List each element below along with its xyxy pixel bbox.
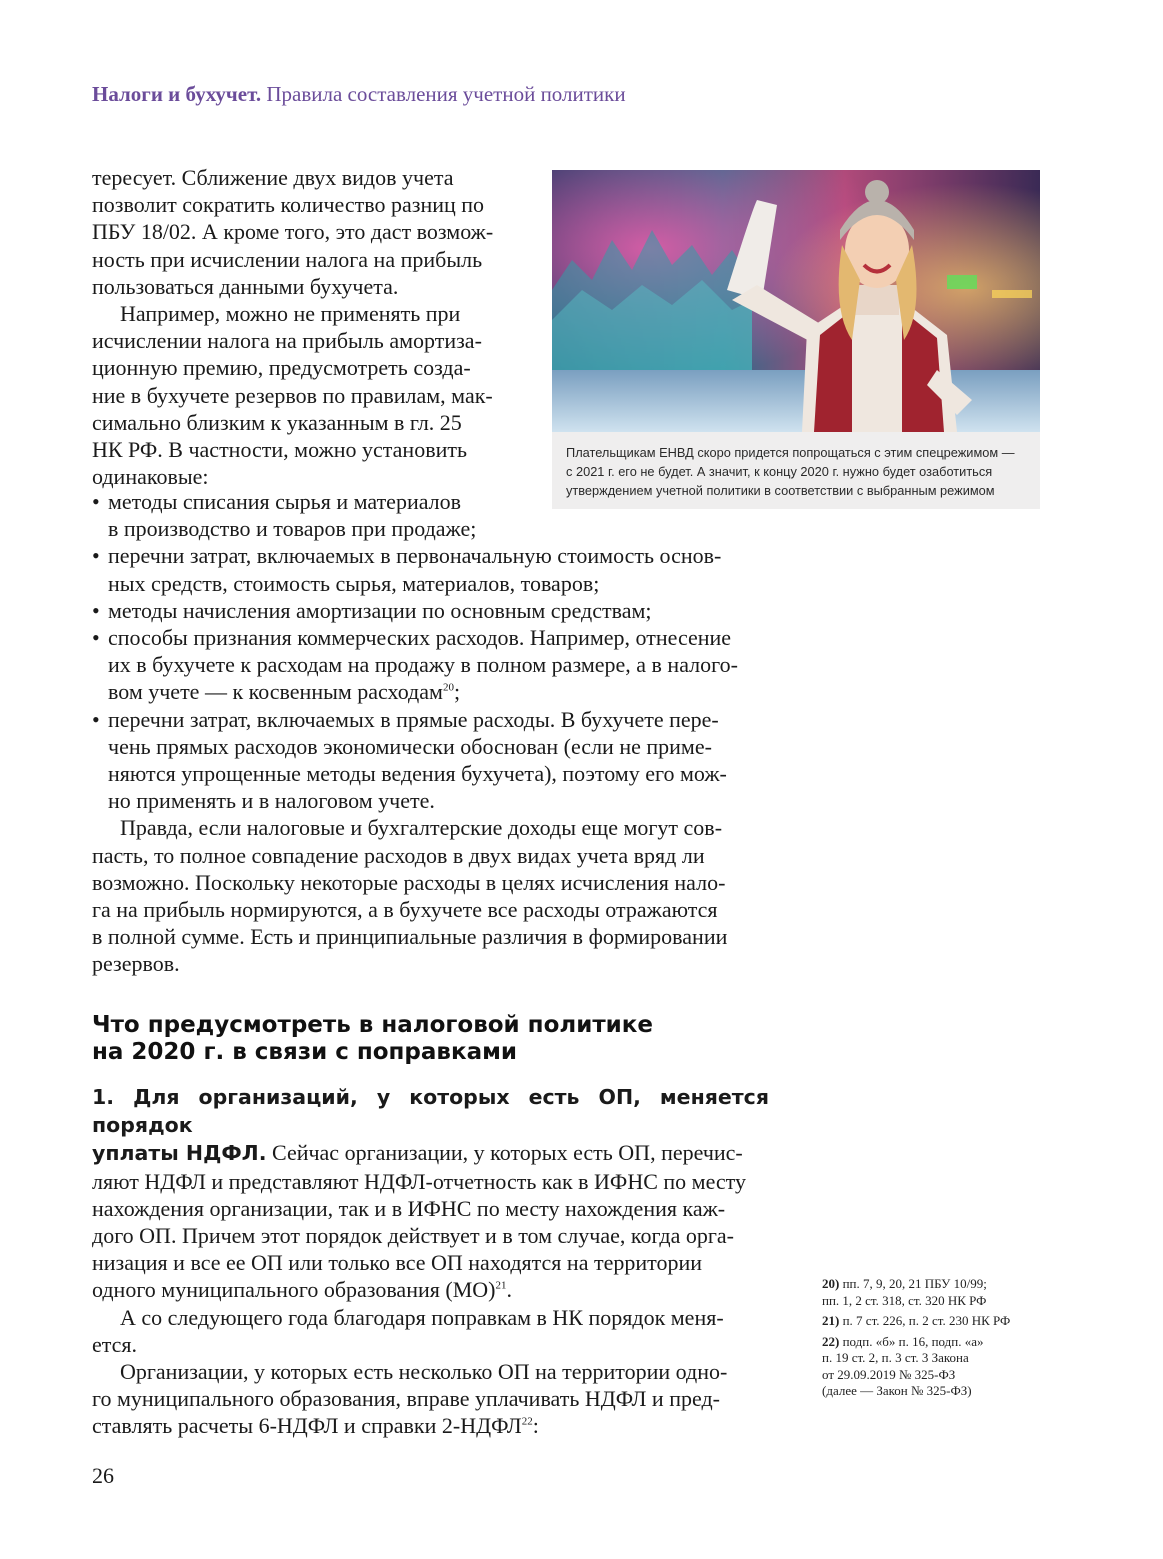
paragraph-section-1b: А со следующего года благодаря поправкам в НК порядок меня- ется. bbox=[92, 1304, 724, 1357]
text-line: симально близким к указанным в гл. 25 bbox=[92, 409, 462, 435]
intro-column bbox=[92, 164, 512, 490]
paragraph-section-1c: Организации, у которых есть несколько ОП на территории одно- го муниципального образования, вправе уплачивать НДФЛ и пред- ставлять расчеты 6-НДФЛ и справки 2-НДФЛ$^{22}$: bbox=[92, 1359, 728, 1439]
paragraph-intro-1 bbox=[92, 164, 512, 300]
text-line: НК РФ. В частности, можно установить bbox=[92, 437, 467, 463]
text-line: исчислении налога на прибыль амортиза- bbox=[92, 328, 482, 354]
footnote-ref: 22 bbox=[521, 1416, 533, 1429]
photo-ice-rink-woman bbox=[552, 170, 1040, 432]
footnote-ref: 20 bbox=[442, 682, 454, 695]
photo-figure bbox=[552, 170, 1040, 509]
footnote-21: 21) п. 7 ст. 226, п. 2 ст. 230 НК РФ bbox=[822, 1313, 1011, 1328]
text-line: пользоваться данными бухучета. bbox=[92, 273, 399, 299]
list-item: • методы начисления амортизации по основным средствам; bbox=[92, 597, 769, 624]
paragraph-section-1: 1. Для организаций, у которых есть ОП, меняется порядок уплаты НДФЛ. Сейчас организации, у которых есть ОП, перечис- ляют НДФЛ и представляют НДФЛ-отчетность как в ИФНС по месту нахождения организации, так и в ИФНС по месту нахождения каж- дого ОП. Причем этот порядок действует и в том случае, когда орга- низация и все ее ОП или только все ОП находятся на территории одного муниципального образования (МО)$^{21}$. bbox=[92, 1085, 769, 1303]
text-line: позволит сократить количество разниц по bbox=[92, 192, 485, 218]
text-line: ПБУ 18/02. А кроме того, это даст возмож- bbox=[92, 219, 494, 245]
text-line: ционную премию, предусмотреть созда- bbox=[92, 355, 471, 381]
list-item: • способы признания коммерческих расходов. Например, отнесение их в бухучете к расходам на продажу в полном размере, а в налого- вом учете — к косвенным расходам$^{20}$; bbox=[92, 624, 769, 706]
paragraph-intro-2 bbox=[92, 300, 512, 490]
footnote-22: 22) подп. «б» п. 16, подп. «а» п. 19 ст. 2, п. 3 ст. 3 Закона от 29.09.2019 № 325-ФЗ (далее — Закон № 325-ФЗ) bbox=[822, 1333, 984, 1398]
text-line: тересует. Сближение двух видов учета bbox=[92, 165, 454, 190]
photo-caption: Плательщикам ЕНВД скоро придется попрощаться с этим спецрежимом — с 2021 г. его не будет. А значит, к концу 2020 г. нужно будет озаботиться утверждением учетной политики в соответствии с выбранным режимом bbox=[566, 445, 1015, 498]
text-line: одинаковые: bbox=[92, 464, 209, 490]
footnote-ref: 21 bbox=[495, 1280, 507, 1293]
section-1 bbox=[92, 1083, 769, 1440]
text-line: ние в бухучете резервов по правилам, мак- bbox=[92, 382, 493, 408]
list-item: • методы списания сырья и материалов в производство и товаров при продаже; bbox=[92, 488, 769, 542]
bullet-list bbox=[92, 488, 769, 814]
section-1-lead: 1. Для организаций, у которых есть ОП, меняется порядок bbox=[92, 1085, 769, 1138]
list-item: • перечни затрат, включаемых в первоначальную стоимость основ- ных средств, стоимость сырья, материалов, товаров; bbox=[92, 542, 769, 596]
list-item: • перечни затрат, включаемых в прямые расходы. В бухучете пере- чень прямых расходов экономически обоснован (если не приме- няются упрощенные методы ведения бухучета), поэтому его мож- но применять и в налоговом учете. bbox=[92, 706, 769, 815]
main-column bbox=[92, 488, 769, 978]
running-head-section: Налоги и бухучет. bbox=[92, 82, 262, 106]
page-number: 26 bbox=[92, 1463, 114, 1488]
running-head-title: Правила составления учетной политики bbox=[266, 82, 626, 106]
section-heading: Что предусмотреть в налоговой политике на 2020 г. в связи с поправками bbox=[92, 1012, 653, 1065]
text-line: ность при исчислении налога на прибыль bbox=[92, 246, 483, 272]
running-head bbox=[92, 82, 626, 107]
footnote-20: 20) пп. 7, 9, 20, 21 ПБУ 10/99; пп. 1, 2 ст. 318, ст. 320 НК РФ bbox=[822, 1276, 987, 1308]
footnotes bbox=[822, 1276, 1052, 1404]
text-line: Например, можно не применять при bbox=[120, 301, 461, 327]
paragraph-3: Правда, если налоговые и бухгалтерские доходы еще могут сов- пасть, то полное совпадение расходов в двух видах учета вряд ли возможно. Поскольку некоторые расходы в целях исчисления нало- га на прибыль нормируются, а в бухучете все расходы отражаются в полной сумме. Есть и принципиальные различия в формировании резервов. bbox=[92, 815, 728, 977]
